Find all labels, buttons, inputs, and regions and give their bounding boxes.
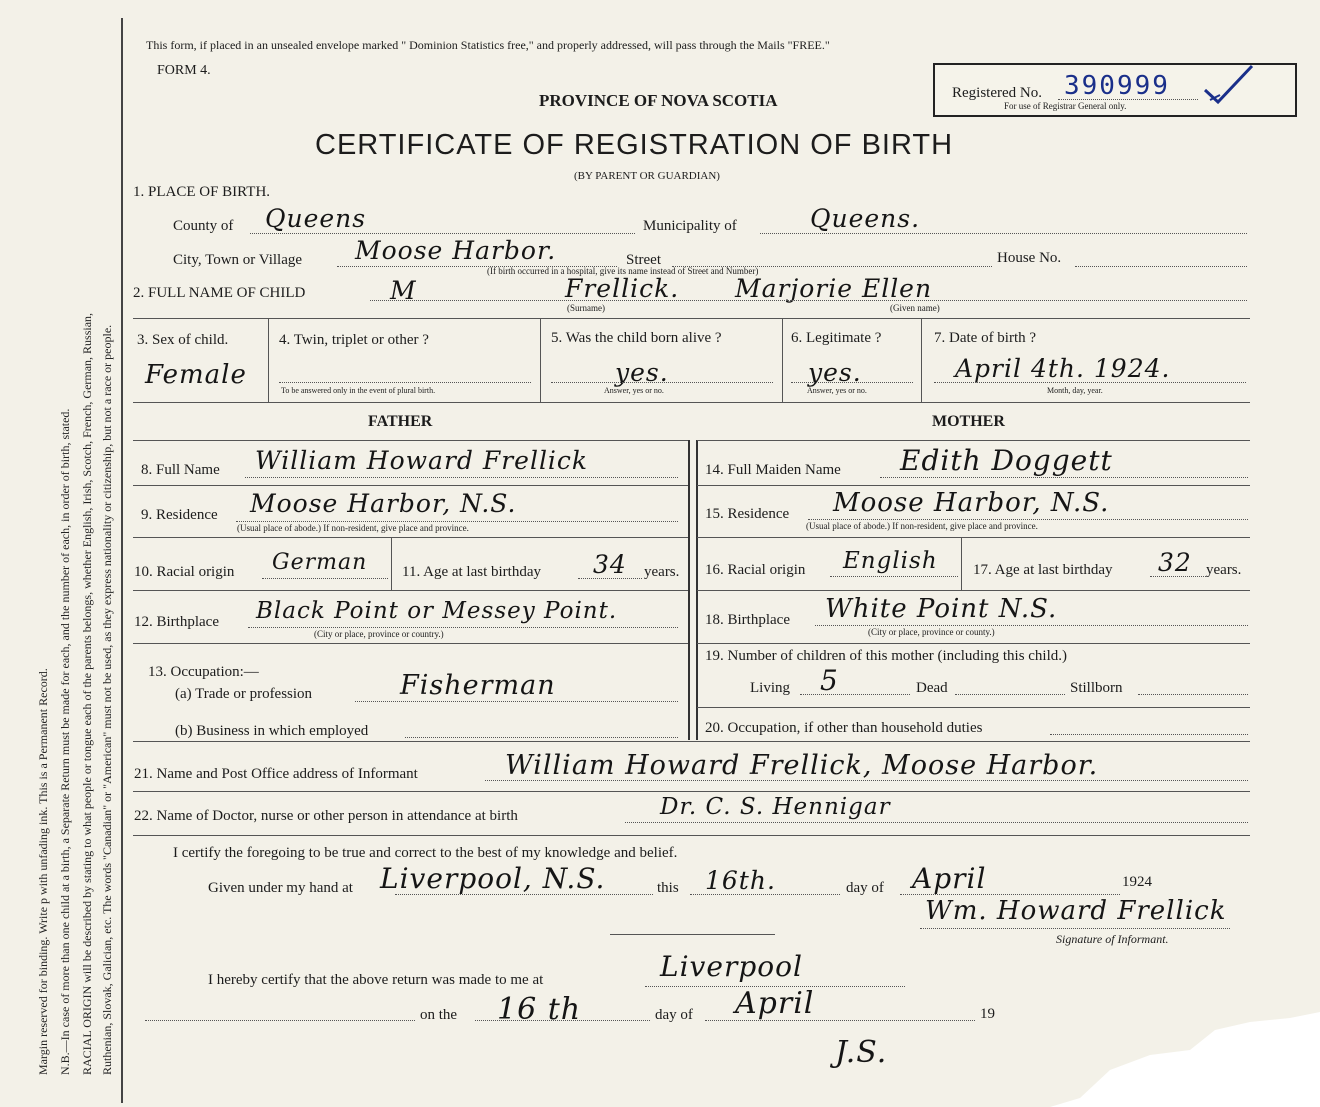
mother-residence-line xyxy=(808,519,1248,520)
born-alive-label: 5. Was the child born alive ? xyxy=(551,330,722,346)
certificate-title: CERTIFICATE OF REGISTRATION OF BIRTH xyxy=(315,129,954,161)
mother-racial-label: 16. Racial origin xyxy=(705,562,806,578)
mother-birthplace-label: 18. Birthplace xyxy=(705,612,790,628)
col-divider-4 xyxy=(921,318,922,402)
mother-name-line xyxy=(880,477,1248,478)
father-racial-value: German xyxy=(272,550,368,575)
registered-line xyxy=(1058,99,1198,100)
form-number: FORM 4. xyxy=(157,63,211,78)
mother-row-rule-2 xyxy=(697,537,1250,538)
father-residence-line xyxy=(236,521,678,522)
dead-line xyxy=(955,694,1065,695)
legitimate-value: yes. xyxy=(808,358,862,387)
doctor-value: Dr. C. S. Hennigar xyxy=(660,794,891,820)
registrar-month-value: April xyxy=(735,986,815,1021)
informant-bottom-rule xyxy=(133,791,1250,792)
given-under-label: Given under my hand at xyxy=(208,880,353,896)
given-year-value: 1924 xyxy=(1122,874,1152,890)
children-count-label: 19. Number of children of this mother (including this child.) xyxy=(705,648,1068,664)
mother-racial-value: English xyxy=(843,548,938,574)
stillborn-label: Stillborn xyxy=(1070,680,1123,696)
row-divider-top xyxy=(133,318,1250,319)
father-row-rule-3 xyxy=(133,590,688,591)
registered-number: 390999 xyxy=(1064,71,1170,101)
twin-label: 4. Twin, triplet or other ? xyxy=(279,332,429,348)
informant-signature: Wm. Howard Frellick xyxy=(925,896,1227,926)
mail-notice: This form, if placed in an unsealed envelope marked " Dominion Statistics free," and properly addressed, will pass through the Mails "FREE." xyxy=(146,38,830,52)
mother-residence-note: (Usual place of abode.) If non-resident, give place and province. xyxy=(806,521,1038,531)
father-age-line xyxy=(578,578,642,579)
registrar-place-value: Liverpool xyxy=(660,950,803,983)
registrar-day-of-label: day of xyxy=(655,1007,693,1023)
registrar-initials: J.S. xyxy=(835,1035,888,1070)
informant-line xyxy=(485,780,1248,781)
doctor-bottom-rule xyxy=(133,835,1250,836)
trade-value: Fisherman xyxy=(400,670,556,701)
registered-label: Registered No. xyxy=(952,85,1042,101)
father-age-value: 34 xyxy=(593,550,627,579)
legitimate-line xyxy=(791,382,913,383)
informant-top-rule xyxy=(133,741,1250,742)
mother-name-value: Edith Doggett xyxy=(900,444,1113,477)
born-alive-line xyxy=(551,382,773,383)
province-heading: PROVINCE OF NOVA SCOTIA xyxy=(539,91,778,110)
date-of-birth-note: Month, day, year. xyxy=(1047,386,1103,395)
given-name-note: (Given name) xyxy=(890,303,940,313)
city-label: City, Town or Village xyxy=(173,252,303,268)
mother-birthplace-line xyxy=(815,625,1248,626)
registrar-day-value: 16 th xyxy=(497,992,582,1027)
mother-racial-divider xyxy=(961,537,962,590)
born-alive-note: Answer, yes or no. xyxy=(604,386,664,395)
parents-divider xyxy=(688,440,690,740)
signature-line xyxy=(920,928,1230,929)
living-value: 5 xyxy=(820,664,839,697)
margin-note-racial-origin-cont: Ruthenian, Slovak, Galician, etc. The words "Canadian" or "American" must not be used, as they express nationality or citizenship, but not a race or people. xyxy=(100,324,114,1075)
municipality-line xyxy=(760,233,1247,234)
col-divider-2 xyxy=(540,318,541,402)
sex-label: 3. Sex of child. xyxy=(137,332,229,348)
registrar-leader-line xyxy=(145,1020,415,1021)
business-label: (b) Business in which employed xyxy=(175,723,369,739)
mother-row-rule-5 xyxy=(697,707,1250,708)
mother-years-label: years. xyxy=(1206,562,1242,578)
check-mark-icon xyxy=(1200,60,1260,110)
mother-residence-label: 15. Residence xyxy=(705,506,790,522)
given-day-value: 16th. xyxy=(705,866,776,895)
father-name-label: 8. Full Name xyxy=(141,462,220,478)
born-alive-value: yes. xyxy=(615,358,669,387)
father-age-label: 11. Age at last birthday xyxy=(402,564,541,580)
father-residence-note: (Usual place of abode.) If non-resident, give place and province. xyxy=(237,523,469,533)
date-of-birth-value: April 4th. 1924. xyxy=(955,354,1171,383)
father-birthplace-note: (City or place, province or country.) xyxy=(314,629,444,639)
mother-age-label: 17. Age at last birthday xyxy=(973,562,1113,578)
living-label: Living xyxy=(750,680,790,696)
father-racial-line xyxy=(262,578,388,579)
given-month-value: April xyxy=(912,862,987,895)
mother-heading: MOTHER xyxy=(932,413,1005,430)
registrar-statement: I hereby certify that the above return was made to me at xyxy=(208,972,544,988)
child-surname: Frellick. xyxy=(565,274,680,303)
place-of-birth-label: 1. PLACE OF BIRTH. xyxy=(133,184,271,200)
mother-occupation-label: 20. Occupation, if other than household duties xyxy=(705,720,983,736)
registrar-month-line xyxy=(705,1020,975,1021)
dead-label: Dead xyxy=(916,680,948,696)
trade-line xyxy=(355,701,678,702)
child-name-prefix: M xyxy=(390,276,417,305)
margin-note-multiple-births: N.B.—In case of more than one child at a birth, a Separate Return must be made for each, and the number of each, in order of birth, stated. xyxy=(58,408,72,1075)
mother-row-rule-1 xyxy=(697,485,1250,486)
col-divider-3 xyxy=(782,318,783,402)
father-racial-label: 10. Racial origin xyxy=(134,564,235,580)
mother-occupation-line xyxy=(1050,734,1248,735)
mother-birthplace-note: (City or place, province or county.) xyxy=(868,627,995,637)
father-residence-value: Moose Harbor, N.S. xyxy=(250,489,517,518)
father-heading: FATHER xyxy=(368,413,433,430)
doctor-line xyxy=(625,822,1248,823)
municipality-value: Queens. xyxy=(810,204,921,233)
municipality-label: Municipality of xyxy=(643,218,737,234)
child-name-label: 2. FULL NAME OF CHILD xyxy=(133,285,306,301)
hospital-note: (If birth occurred in a hospital, give its name instead of Street and Number) xyxy=(487,266,759,276)
given-month-line xyxy=(900,894,1120,895)
twin-line xyxy=(279,382,531,383)
doctor-label: 22. Name of Doctor, nurse or other person in attendance at birth xyxy=(134,808,518,824)
county-line xyxy=(250,233,635,234)
father-name-value: William Howard Frellick xyxy=(255,446,589,475)
mother-age-value: 32 xyxy=(1158,548,1192,577)
torn-corner xyxy=(1040,1010,1320,1107)
margin-note-binding: Margin reserved for binding. Write p with unfading ink. This is a Permanent Record. xyxy=(36,668,50,1075)
given-day-line xyxy=(690,894,840,895)
living-line xyxy=(800,694,910,695)
mother-row-rule-3 xyxy=(697,590,1250,591)
trade-label: (a) Trade or profession xyxy=(175,686,313,702)
signature-label: Signature of Informant. xyxy=(1056,932,1169,946)
child-name-line xyxy=(370,300,1247,301)
occupation-label: 13. Occupation:— xyxy=(148,664,259,680)
registrar-year-prefix: 19 xyxy=(980,1006,995,1022)
city-value: Moose Harbor. xyxy=(355,236,557,265)
date-of-birth-label: 7. Date of birth ? xyxy=(934,330,1037,346)
father-name-line xyxy=(245,477,678,478)
father-years-label: years. xyxy=(644,564,680,580)
father-top-rule xyxy=(133,440,688,441)
mother-name-label: 14. Full Maiden Name xyxy=(705,462,841,478)
col-divider-1 xyxy=(268,318,269,402)
county-label: County of xyxy=(173,218,234,234)
date-of-birth-line xyxy=(934,382,1246,383)
surname-note: (Surname) xyxy=(567,303,605,313)
child-given-name: Marjorie Ellen xyxy=(735,274,933,303)
father-row-rule-1 xyxy=(133,485,688,486)
given-place-value: Liverpool, N.S. xyxy=(380,862,606,895)
mother-top-rule xyxy=(697,440,1250,441)
registrar-note: For use of Registrar General only. xyxy=(1004,101,1127,111)
certificate-subtitle: (BY PARENT OR GUARDIAN) xyxy=(574,170,720,182)
house-no-line xyxy=(1075,266,1247,267)
mother-birthplace-value: White Point N.S. xyxy=(825,594,1058,624)
father-birthplace-line xyxy=(248,627,678,628)
row-divider-bottom xyxy=(133,402,1250,403)
father-row-rule-2 xyxy=(133,537,688,538)
father-birthplace-label: 12. Birthplace xyxy=(134,614,219,630)
certify-statement: I certify the foregoing to be true and correct to the best of my knowledge and belief. xyxy=(173,845,678,861)
mother-row-rule-4 xyxy=(697,643,1250,644)
margin-rule xyxy=(121,18,123,1103)
father-racial-divider xyxy=(391,537,392,590)
legitimate-note: Answer, yes or no. xyxy=(807,386,867,395)
given-day-of-label: day of xyxy=(846,880,884,896)
mother-age-line xyxy=(1150,576,1206,577)
stillborn-line xyxy=(1138,694,1248,695)
mother-racial-line xyxy=(830,576,958,577)
legitimate-label: 6. Legitimate ? xyxy=(791,330,882,346)
business-line xyxy=(405,737,678,738)
father-row-rule-4 xyxy=(133,643,688,644)
house-no-label: House No. xyxy=(997,250,1062,266)
given-place-line xyxy=(395,894,653,895)
informant-value: William Howard Frellick, Moose Harbor. xyxy=(505,750,1099,781)
this-label: this xyxy=(657,880,679,896)
mother-residence-value: Moose Harbor, N.S. xyxy=(833,488,1110,518)
street-label: Street xyxy=(626,252,661,268)
short-separator xyxy=(610,934,775,935)
father-residence-label: 9. Residence xyxy=(141,507,218,523)
registrar-day-line xyxy=(475,1020,650,1021)
informant-label: 21. Name and Post Office address of Informant xyxy=(134,766,418,782)
father-birthplace-value: Black Point or Messey Point. xyxy=(256,598,618,624)
sex-value: Female xyxy=(145,360,247,390)
twin-note: To be answered only in the event of plural birth. xyxy=(281,386,436,395)
margin-note-racial-origin: RACIAL ORIGIN will be described by stating to what people or tongue each of the parents belongs, whether English, Irish, Scotch, French, German, Russian, xyxy=(80,312,94,1075)
county-value: Queens xyxy=(265,204,367,233)
on-the-label: on the xyxy=(420,1007,458,1023)
